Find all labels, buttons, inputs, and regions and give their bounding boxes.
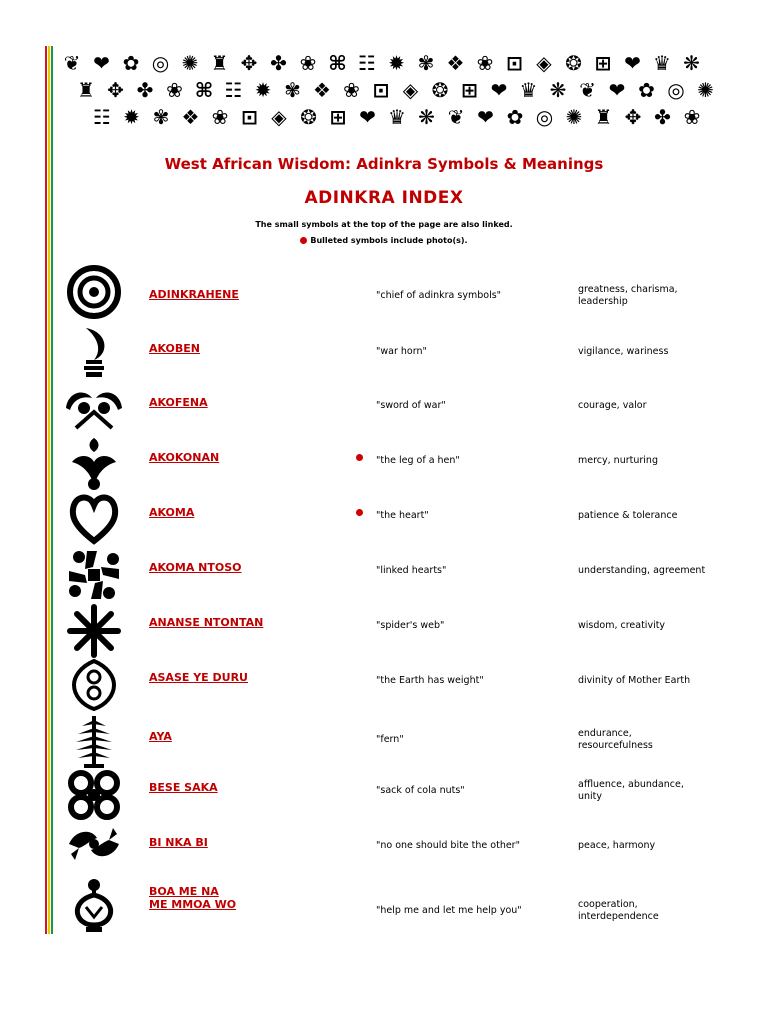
adinkra-symbol-icon[interactable]: ❤ — [359, 105, 376, 129]
symbol-translation: "chief of adinkra symbols" — [376, 290, 502, 301]
adinkra-symbol-icon[interactable]: ◈ — [536, 51, 552, 75]
adinkra-symbol-icon[interactable]: ❋ — [683, 51, 700, 75]
adinkra-symbol-icon[interactable]: ♛ — [653, 51, 671, 75]
note-linked: The small symbols at the top of the page are also linked. — [255, 220, 513, 229]
adinkra-symbol-icon[interactable]: ❂ — [565, 51, 582, 75]
adinkra-symbol-icon[interactable]: ♛ — [519, 78, 538, 102]
adinkra-symbol-icon[interactable]: ⊞ — [329, 105, 347, 129]
adinkra-symbol-icon[interactable]: ❦ — [447, 105, 465, 129]
symbol-translation: "linked hearts" — [376, 565, 447, 576]
flag-stripe-red — [45, 46, 47, 934]
akokonan-hen-leg-icon[interactable] — [62, 436, 126, 492]
adinkra-symbol-icon[interactable]: ✹ — [388, 51, 405, 75]
adinkra-symbol-icon[interactable]: ❤ — [477, 105, 494, 129]
adinkra-symbol-icon[interactable]: ♜ — [77, 78, 95, 102]
adinkra-symbol-icon[interactable]: ⌘ — [194, 78, 214, 102]
asase-ye-duru-earth-icon[interactable] — [62, 657, 126, 713]
symbol-meaning: patience & tolerance — [578, 510, 678, 521]
symbol-translation: "the heart" — [376, 510, 429, 521]
symbol-meaning: affluence, abundance, unity — [578, 779, 684, 802]
symbol-translation: "sack of cola nuts" — [376, 785, 465, 796]
adinkra-symbol-icon[interactable]: ⊞ — [594, 51, 612, 75]
adinkra-symbol-icon[interactable]: ✹ — [123, 105, 140, 129]
adinkra-symbol-icon[interactable]: ✤ — [270, 51, 287, 75]
adinkra-symbol-icon[interactable]: ❂ — [300, 105, 317, 129]
aya-fern-icon[interactable] — [62, 712, 126, 770]
adinkra-symbol-icon[interactable]: ❂ — [431, 78, 449, 102]
adinkra-symbol-icon[interactable]: ✺ — [181, 51, 199, 75]
akoben-war-horn-icon[interactable] — [62, 324, 126, 380]
adinkra-symbol-icon[interactable]: ❤ — [624, 51, 641, 75]
page-title: ADINKRA INDEX — [304, 188, 464, 208]
adinkra-symbol-icon[interactable]: ✤ — [136, 78, 154, 102]
symbol-translation: "war horn" — [376, 346, 427, 357]
adinkra-symbol-icon[interactable]: ✤ — [654, 105, 671, 129]
note-bulleted — [0, 236, 768, 245]
adinkra-symbol-icon[interactable]: ❦ — [63, 51, 81, 75]
symbol-meaning: divinity of Mother Earth — [578, 675, 691, 686]
symbol-meaning: mercy, nurturing — [578, 455, 658, 466]
adinkra-symbol-icon[interactable]: ❋ — [418, 105, 435, 129]
symbol-link[interactable]: ANANSE NTONTAN — [149, 616, 264, 629]
adinkra-symbol-icon[interactable]: ✥ — [240, 51, 258, 75]
flag-stripe-yellow — [48, 46, 50, 934]
flag-stripe-green — [51, 46, 53, 934]
site-title: West African Wisdom: Adinkra Symbols & Meanings — [164, 155, 604, 173]
adinkra-symbol-icon[interactable]: ⊡ — [241, 105, 258, 129]
adinkra-symbol-icon[interactable]: ✹ — [254, 78, 272, 102]
symbol-translation: "sword of war" — [376, 400, 446, 411]
symbol-link[interactable]: AKOBEN — [149, 342, 200, 355]
symbol-meaning: greatness, charisma, leadership — [578, 284, 678, 307]
symbol-link[interactable]: AKOFENA — [149, 396, 208, 409]
bese-saka-cola-nuts-icon[interactable] — [62, 767, 126, 823]
adinkra-symbol-icon[interactable]: ❖ — [313, 78, 331, 102]
adinkra-symbol-icon[interactable]: ✾ — [152, 105, 170, 129]
adinkra-symbol-icon[interactable]: ◎ — [535, 105, 554, 129]
adinkra-symbol-icon[interactable]: ✿ — [122, 51, 140, 75]
adinkra-symbol-icon[interactable]: ◈ — [271, 105, 287, 129]
adinkra-symbol-icon[interactable]: ⊡ — [372, 78, 390, 102]
adinkra-symbol-icon[interactable]: ❤ — [608, 78, 626, 102]
akoma-heart-icon[interactable] — [62, 491, 126, 547]
symbol-link[interactable]: AKOMA NTOSO — [149, 561, 242, 574]
adinkra-symbol-icon[interactable]: ❀ — [343, 78, 360, 102]
banner-row-2 — [62, 79, 712, 103]
adinkra-symbol-icon[interactable]: ❀ — [476, 51, 494, 75]
adinkra-symbol-icon[interactable]: ♜ — [594, 105, 613, 129]
adinkra-symbol-icon[interactable]: ⊡ — [506, 51, 523, 75]
symbol-translation: "the Earth has weight" — [376, 675, 484, 686]
symbol-banner — [62, 52, 712, 130]
symbol-translation: "spider's web" — [376, 620, 445, 631]
adinkra-symbol-icon[interactable]: ❖ — [181, 105, 200, 129]
adinkra-symbol-icon[interactable]: ☷ — [93, 105, 111, 129]
symbol-meaning: wisdom, creativity — [578, 620, 666, 631]
adinkra-symbol-icon[interactable]: ❦ — [579, 78, 596, 102]
adinkra-symbol-icon[interactable]: ✥ — [624, 105, 642, 129]
symbol-meaning: cooperation, interdependence — [578, 899, 659, 922]
akoma-ntoso-linked-hearts-icon[interactable] — [62, 547, 126, 603]
bullet-icon — [300, 237, 307, 244]
symbol-meaning: courage, valor — [578, 400, 647, 411]
adinkra-symbol-icon[interactable]: ☷ — [358, 51, 376, 75]
adinkra-symbol-icon[interactable]: ♛ — [388, 105, 406, 129]
adinkra-symbol-icon[interactable]: ❤ — [93, 51, 110, 75]
adinkra-symbol-icon[interactable]: ❀ — [683, 105, 701, 129]
symbol-translation: "the leg of a hen" — [376, 455, 460, 466]
adinkra-symbol-icon[interactable]: ❋ — [549, 78, 567, 102]
symbol-meaning: vigilance, wariness — [578, 346, 669, 357]
adinkrahene-concentric-circles-icon[interactable] — [62, 264, 126, 320]
adinkra-symbol-icon[interactable]: ❀ — [211, 105, 229, 129]
symbol-meaning: peace, harmony — [578, 840, 656, 851]
adinkra-symbol-icon[interactable]: ✺ — [565, 105, 583, 129]
symbol-link[interactable]: AKOMA — [149, 506, 195, 519]
symbol-link[interactable]: BOA ME NA ME MMOA WO — [149, 885, 237, 911]
photo-bullet-icon — [356, 509, 363, 516]
adinkra-symbol-icon[interactable]: ✺ — [697, 78, 714, 102]
adinkra-symbol-icon[interactable]: ✿ — [506, 105, 524, 129]
banner-row-3 — [62, 106, 712, 130]
symbol-link[interactable]: AYA — [149, 730, 172, 743]
boa-me-na-me-mmoa-wo-icon[interactable] — [62, 877, 126, 935]
note-bulleted-text: Bulleted symbols include photo(s). — [310, 236, 468, 245]
adinkra-symbol-icon[interactable]: ◈ — [402, 78, 419, 102]
symbol-translation: "fern" — [376, 734, 404, 745]
adinkra-symbol-icon[interactable]: ❤ — [490, 78, 508, 102]
symbol-translation: "no one should bite the other" — [376, 840, 520, 851]
symbol-link[interactable]: ADINKRAHENE — [149, 288, 239, 301]
symbol-link[interactable]: BI NKA BI — [149, 836, 208, 849]
adinkra-symbol-icon[interactable]: ✾ — [417, 51, 435, 75]
adinkra-symbol-icon[interactable]: ❀ — [299, 51, 317, 75]
symbol-meaning: understanding, agreement — [578, 565, 706, 576]
photo-bullet-icon — [356, 454, 363, 461]
adinkra-symbol-icon[interactable]: ◎ — [151, 51, 170, 75]
adinkra-symbol-icon[interactable]: ❀ — [166, 78, 183, 102]
symbol-link[interactable]: ASASE YE DURU — [149, 671, 248, 684]
adinkra-symbol-icon[interactable]: ✾ — [284, 78, 301, 102]
banner-row-1 — [62, 52, 712, 76]
ananse-ntontan-spider-web-icon[interactable] — [62, 602, 126, 660]
symbol-meaning: endurance, resourcefulness — [578, 728, 653, 751]
adinkra-symbol-icon[interactable]: ✿ — [638, 78, 655, 102]
adinkra-symbol-icon[interactable]: ⊞ — [461, 78, 478, 102]
symbol-link[interactable]: BESE SAKA — [149, 781, 218, 794]
adinkra-symbol-icon[interactable]: ♜ — [210, 51, 229, 75]
symbol-translation: "help me and let me help you" — [376, 905, 522, 916]
adinkra-symbol-icon[interactable]: ◎ — [667, 78, 685, 102]
adinkra-symbol-icon[interactable]: ⌘ — [328, 51, 347, 75]
adinkra-symbol-icon[interactable]: ✥ — [107, 78, 124, 102]
adinkra-symbol-icon[interactable]: ☷ — [224, 78, 243, 102]
bi-nka-bi-fish-icon[interactable] — [62, 822, 126, 866]
akofena-crossed-swords-icon[interactable] — [62, 384, 126, 434]
symbol-link[interactable]: AKOKONAN — [149, 451, 220, 464]
adinkra-symbol-icon[interactable]: ❖ — [446, 51, 465, 75]
